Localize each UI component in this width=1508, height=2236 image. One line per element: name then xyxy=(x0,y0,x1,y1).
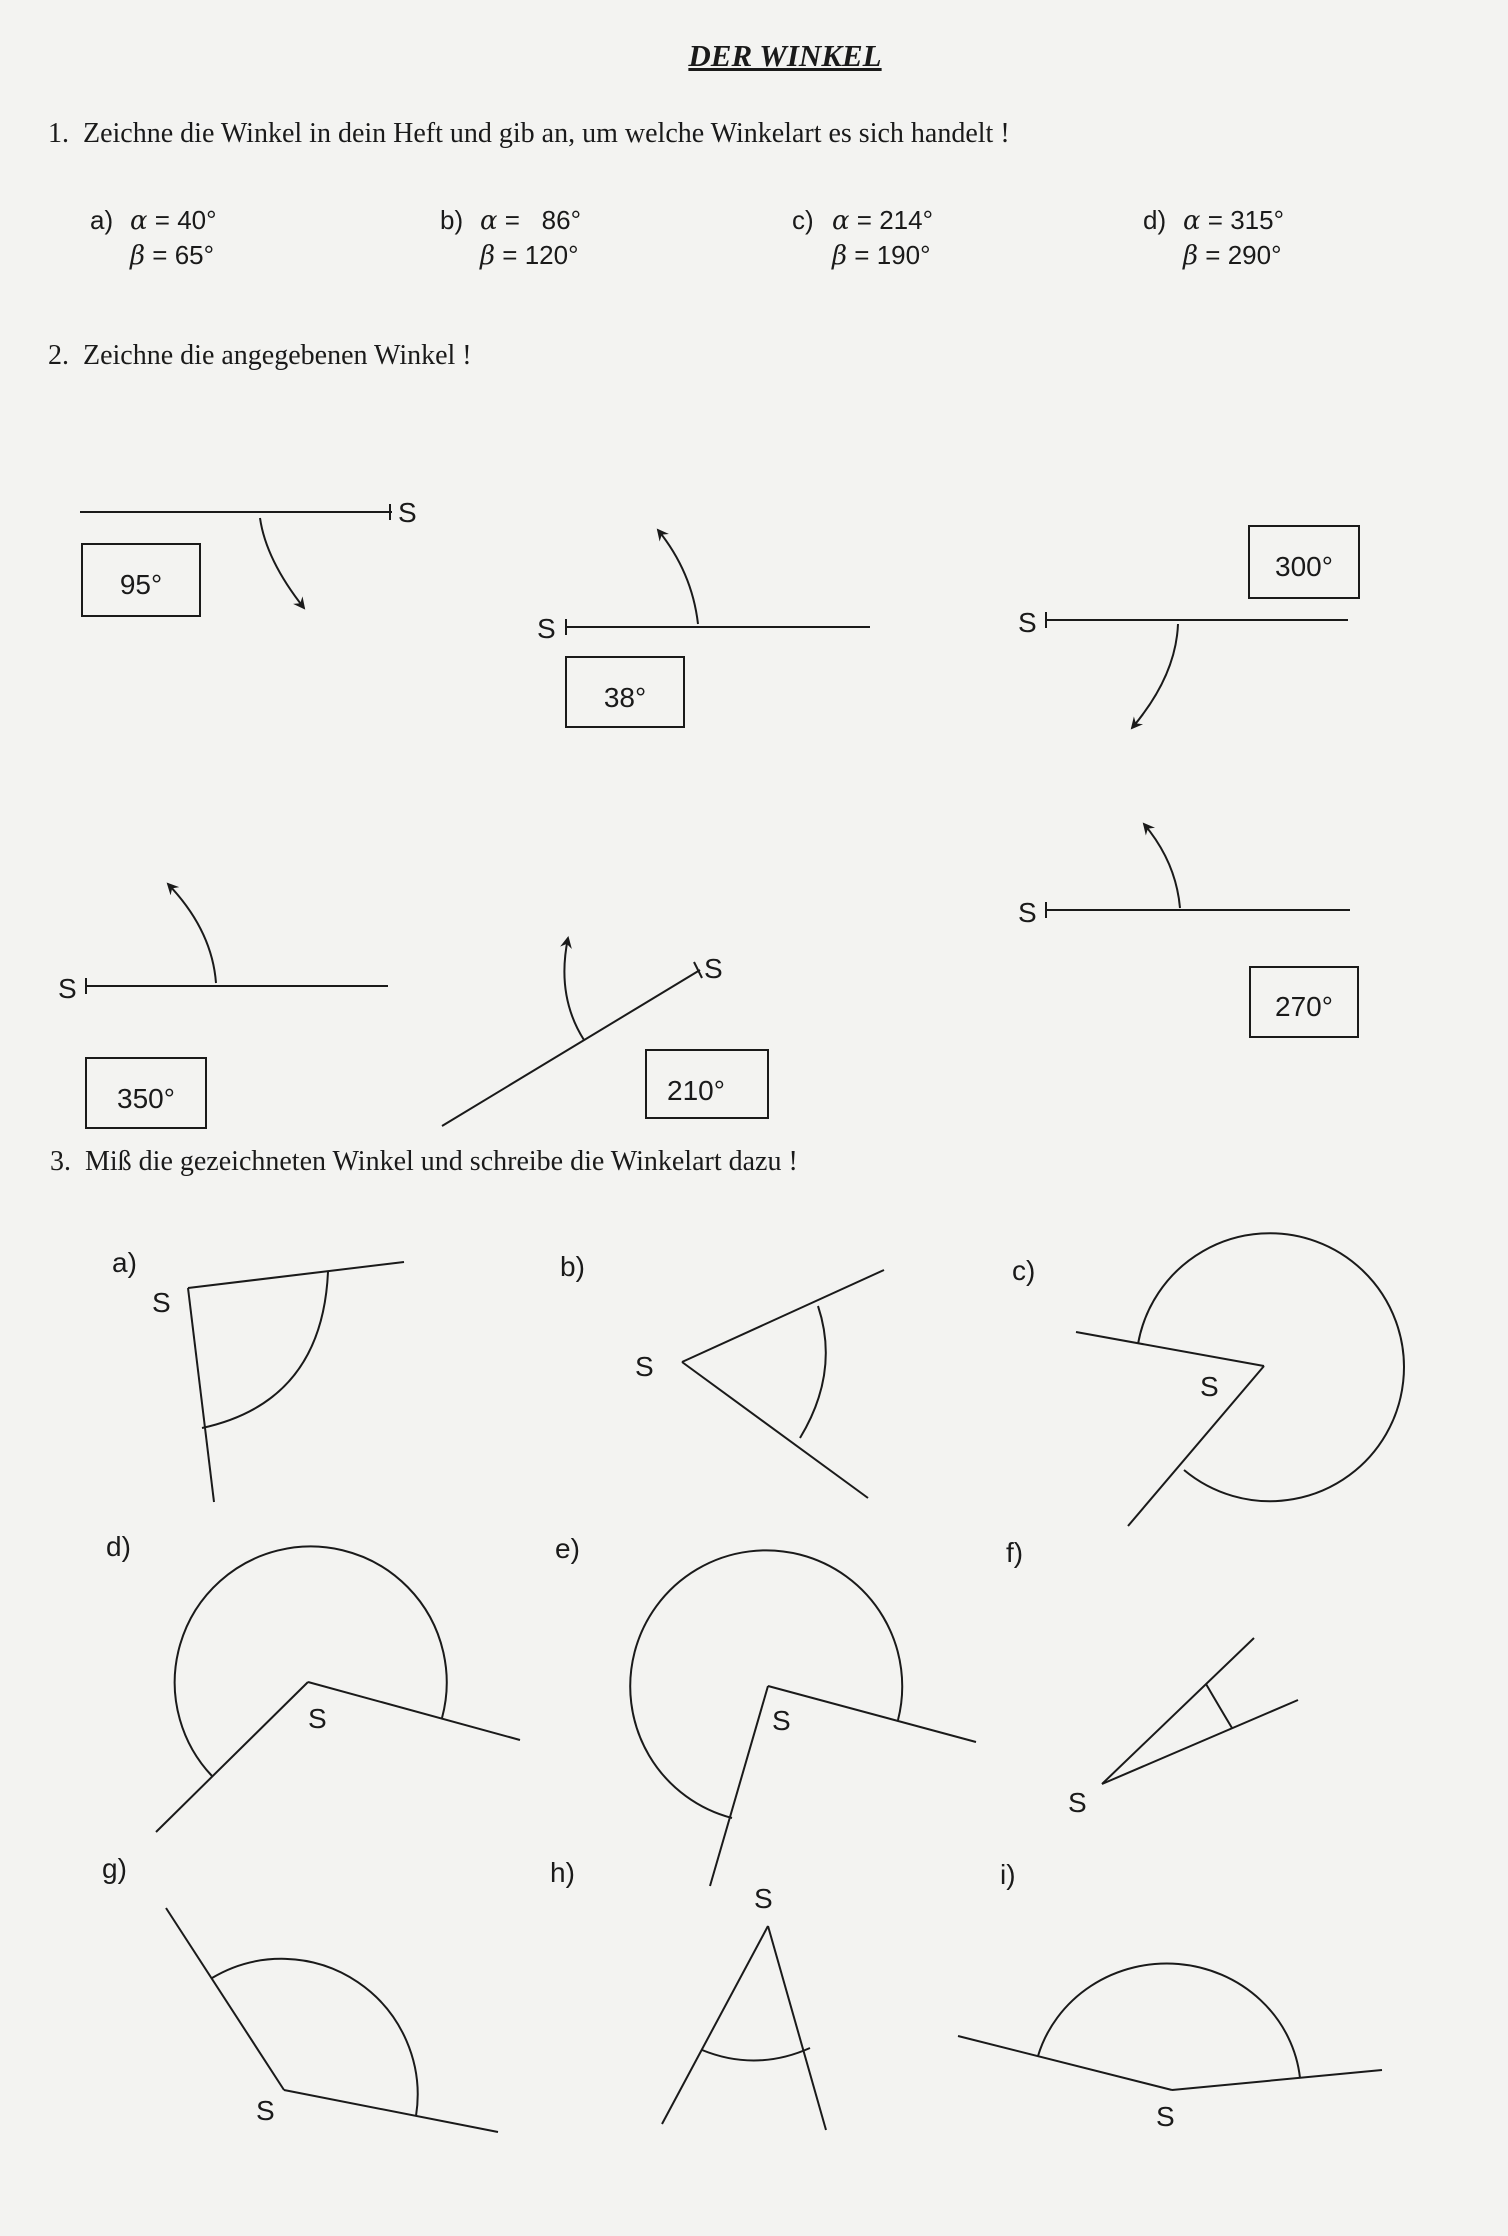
tick xyxy=(694,962,702,978)
item-label: e) xyxy=(555,1533,580,1564)
task-2-angle-210 xyxy=(442,938,768,1126)
ray xyxy=(308,1682,520,1740)
beta-value: 190° xyxy=(876,240,931,270)
ray xyxy=(682,1270,884,1362)
item-label: h) xyxy=(550,1857,575,1888)
ray xyxy=(1128,1366,1264,1526)
ray xyxy=(284,2090,498,2132)
page-title: DER WINKEL xyxy=(688,38,882,73)
vertex-label: S xyxy=(1200,1371,1219,1402)
angle-value: 300° xyxy=(1275,551,1333,582)
task-1-text: Zeichne die Winkel in dein Heft und gib an, um welche Winkelart es sich handelt ! xyxy=(83,118,1010,149)
equals-sign: = xyxy=(1205,240,1221,270)
rotation-arrow xyxy=(1144,824,1180,908)
angle-arc xyxy=(702,2048,810,2061)
beta-symbol: β xyxy=(130,241,146,271)
beta-symbol: β xyxy=(480,241,496,271)
rotation-arrow xyxy=(168,884,216,983)
ray xyxy=(768,1926,826,2130)
item-label: d) xyxy=(1143,205,1167,235)
task-3-angle-b xyxy=(560,1251,884,1498)
ray xyxy=(662,1926,768,2124)
equals-sign: = xyxy=(854,240,870,270)
beta-value: 65° xyxy=(174,240,215,270)
vertex-label: S xyxy=(1018,897,1037,928)
task-2-angle-95 xyxy=(80,497,417,616)
alpha-symbol: α xyxy=(832,206,850,236)
task-3-number: 3. xyxy=(50,1146,71,1177)
ray xyxy=(188,1288,214,1502)
ray xyxy=(1076,1332,1264,1366)
angle-value: 38° xyxy=(603,682,647,713)
ray xyxy=(442,970,700,1126)
task-3-angle-c xyxy=(1012,1233,1404,1526)
vertex-label: S xyxy=(772,1705,791,1736)
vertex-label: S xyxy=(1156,2101,1175,2132)
task-3-angle-d xyxy=(106,1531,520,1832)
ray xyxy=(958,2036,1172,2090)
equals-sign: = xyxy=(152,240,168,270)
task-3-angle-i xyxy=(958,1859,1382,2132)
equals-sign: = xyxy=(856,205,872,235)
vertex-label: S xyxy=(152,1287,171,1318)
alpha-symbol: α xyxy=(130,206,148,236)
ray xyxy=(1172,2070,1382,2090)
item-label: g) xyxy=(102,1853,127,1884)
item-label: a) xyxy=(112,1247,137,1278)
ray xyxy=(1102,1700,1298,1784)
alpha-symbol: α xyxy=(480,206,498,236)
angle-arc xyxy=(630,1550,902,1818)
angle-arc xyxy=(212,1959,418,2116)
equals-sign: = xyxy=(1207,205,1223,235)
ray xyxy=(188,1262,404,1288)
vertex-label: S xyxy=(754,1883,773,1914)
vertex-label: S xyxy=(704,953,723,984)
rotation-arrow xyxy=(564,938,584,1040)
angle-arc xyxy=(1138,1233,1404,1501)
alpha-value: 40° xyxy=(177,205,217,235)
task-3-angle-g xyxy=(102,1853,498,2132)
angle-value: 270° xyxy=(1275,991,1333,1022)
rotation-arrow xyxy=(260,518,304,608)
task-3-text: Miß die gezeichneten Winkel und schreibe die Winkelart dazu ! xyxy=(85,1146,798,1177)
angle-value: 350° xyxy=(117,1083,175,1114)
vertex-label: S xyxy=(58,973,77,1004)
task-3-angle-f xyxy=(1006,1537,1298,1818)
task-3-angle-a xyxy=(112,1247,404,1502)
task-2-angle-300 xyxy=(1018,526,1359,728)
ray xyxy=(166,1908,284,2090)
rotation-arrow xyxy=(1132,624,1178,728)
angle-arc xyxy=(1038,1963,1300,2078)
equals-sign: = xyxy=(502,240,518,270)
beta-value: 120° xyxy=(524,240,579,270)
ray xyxy=(710,1686,768,1886)
alpha-value: 315° xyxy=(1230,205,1284,235)
vertex-label: S xyxy=(635,1351,654,1382)
ray xyxy=(1102,1638,1254,1784)
item-label: b) xyxy=(560,1251,585,1282)
item-label: f) xyxy=(1006,1537,1024,1568)
task-2-text: Zeichne die angegebenen Winkel ! xyxy=(83,340,472,371)
beta-symbol: β xyxy=(1183,241,1199,271)
task-2-angle-38 xyxy=(537,530,870,727)
vertex-label: S xyxy=(308,1703,327,1734)
alpha-symbol: α xyxy=(1183,206,1201,236)
ray xyxy=(682,1362,868,1498)
task-2-angle-270 xyxy=(1018,824,1358,1037)
angle-arc xyxy=(175,1546,447,1776)
ray xyxy=(156,1682,308,1832)
task-1-number: 1. xyxy=(48,118,69,149)
vertex-label: S xyxy=(398,497,417,528)
item-label: d) xyxy=(106,1531,131,1562)
vertex-label: S xyxy=(1018,607,1037,638)
rotation-arrow xyxy=(658,530,698,624)
vertex-label: S xyxy=(256,2095,275,2126)
vertex-label: S xyxy=(537,613,556,644)
task-3-angle-e xyxy=(555,1533,976,1886)
alpha-value: 86° xyxy=(541,205,581,235)
equals-sign: = xyxy=(504,205,520,235)
angle-arc xyxy=(800,1306,826,1438)
vertex-label: S xyxy=(1068,1787,1087,1818)
beta-symbol: β xyxy=(832,241,848,271)
angle-arc xyxy=(202,1272,328,1428)
task-2-number: 2. xyxy=(48,340,69,371)
task-2-angle-350 xyxy=(58,884,388,1128)
item-label: b) xyxy=(440,205,464,235)
item-label: i) xyxy=(1000,1859,1016,1890)
item-label: c) xyxy=(792,205,814,235)
item-label: a) xyxy=(90,205,114,235)
task-3-angle-h xyxy=(550,1857,826,2130)
equals-sign: = xyxy=(154,205,170,235)
angle-value: 210° xyxy=(667,1075,725,1106)
ray xyxy=(768,1686,976,1742)
angle-arc xyxy=(1206,1684,1232,1728)
alpha-value: 214° xyxy=(879,205,933,235)
angle-value: 95° xyxy=(119,569,163,600)
beta-value: 290° xyxy=(1227,240,1282,270)
item-label: c) xyxy=(1012,1255,1036,1286)
